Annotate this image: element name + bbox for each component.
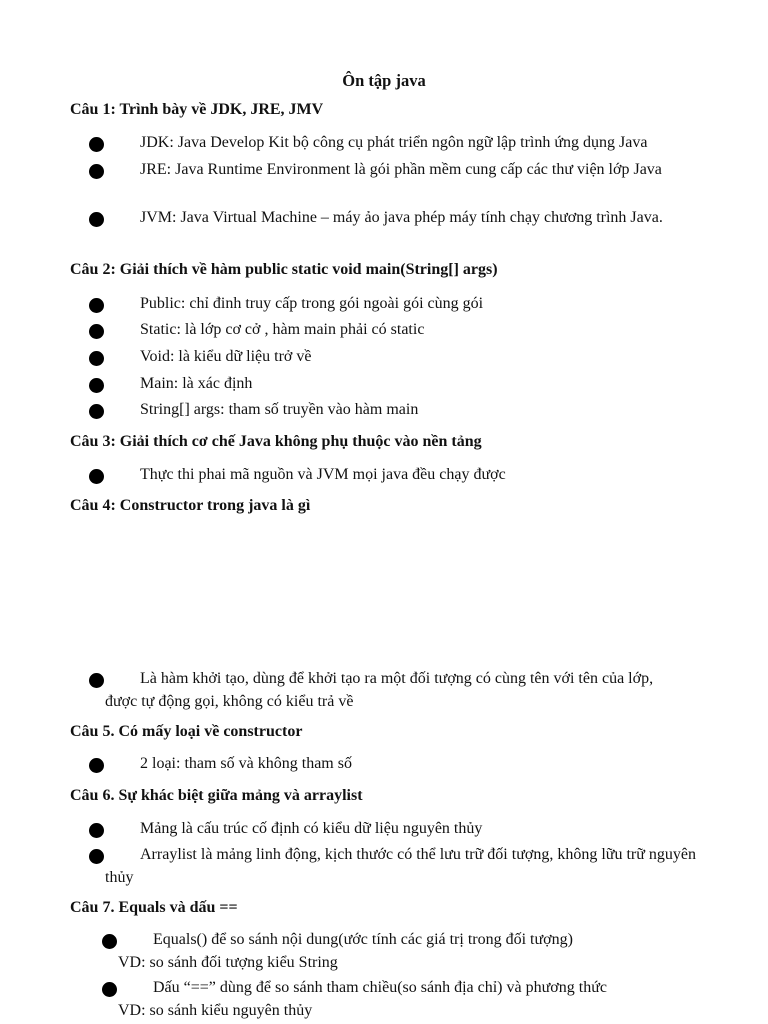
list-item: Mảng là cấu trúc cố định có kiểu dữ liệu nguyên thủy [105,817,715,840]
list-item: JRE: Java Runtime Environment là gói phần mềm cung cấp các thư viện lớp Java [105,158,695,181]
bullet-icon [89,673,104,688]
list-item: Public: chỉ đinh truy cấp trong gói ngoài gói cùng gói [105,292,715,315]
bullet-icon [89,758,104,773]
bullet-icon [102,934,117,949]
question-7-heading: Câu 7. Equals và dấu == [70,899,238,916]
question-4-heading: Câu 4: Constructor trong java là gì [70,497,311,514]
list-item: Thực thi phai mã nguồn và JVM mọi java đều chạy được [105,463,715,486]
question-3-heading: Câu 3: Giải thích cơ chế Java không phụ thuộc vào nền tảng [70,433,482,450]
list-item: JDK: Java Develop Kit bộ công cụ phát triển ngôn ngữ lập trình ứng dụng Java [105,131,715,154]
question-6-heading: Câu 6. Sự khác biệt giữa mảng và arraylist [70,787,363,804]
list-item: Dấu “==” dùng để so sánh tham chiều(so sánh địa chỉ) và phương thức VD: so sánh kiểu nguyên thủy [118,976,718,1022]
document-title: Ôn tập java [342,71,426,90]
example-text: VD: so sánh kiểu nguyên thủy [118,1002,313,1019]
list-item: Static: là lớp cơ cở , hàm main phải có static [105,318,715,341]
bullet-icon [89,404,104,419]
list-item: Equals() để so sánh nội dung(ước tính các giá trị trong đối tượng) VD: so sánh đối tượng kiểu String [118,928,718,974]
list-item: JVM: Java Virtual Machine – máy ảo java phép máy tính chạy chương trình Java. [105,206,690,229]
bullet-icon [89,298,104,313]
bullet-icon [89,351,104,366]
bullet-icon [89,378,104,393]
question-5-heading: Câu 5. Có mấy loại về constructor [70,723,303,740]
bullet-icon [89,324,104,339]
example-text: VD: so sánh đối tượng kiểu String [118,954,338,971]
list-item: Arraylist là mảng linh động, kịch thước có thể lưu trữ đối tượng, không lữu trữ nguyên thủy [105,843,700,889]
bullet-icon [89,469,104,484]
bullet-icon [102,982,117,997]
list-item: Void: là kiểu dữ liệu trở về [105,345,715,368]
list-item: 2 loại: tham số và không tham số [105,752,715,775]
list-item: Main: là xác định [105,372,715,395]
list-item: Là hàm khởi tạo, dùng để khởi tạo ra một đối tượng có cùng tên với tên của lớp, được tự động gọi, không có kiểu trả về [105,667,675,713]
bullet-icon [89,137,104,152]
list-item: String[] args: tham số truyền vào hàm main [105,398,715,421]
bullet-icon [89,164,104,179]
bullet-icon [89,823,104,838]
bullet-icon [89,212,104,227]
bullet-icon [89,849,104,864]
question-2-heading: Câu 2: Giải thích về hàm public static void main(String[] args) [70,261,498,278]
question-1-heading: Câu 1: Trình bày về JDK, JRE, JMV [70,101,324,118]
